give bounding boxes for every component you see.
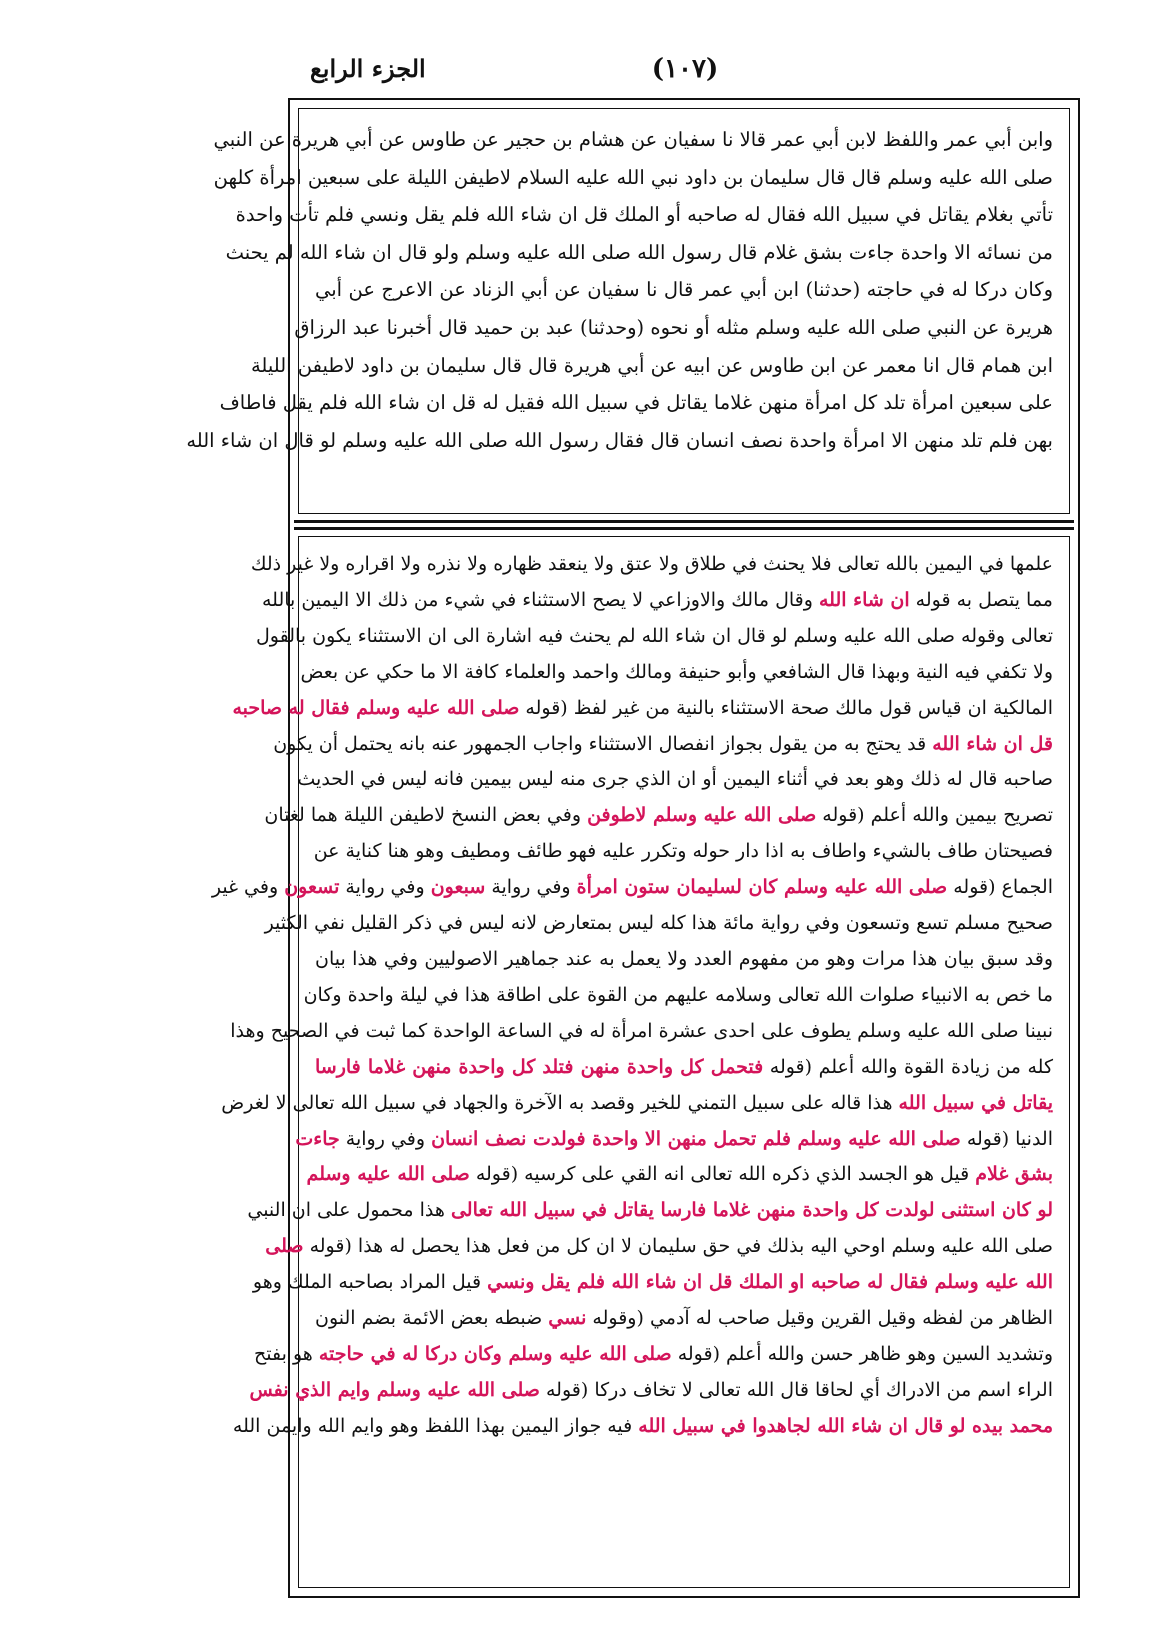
commentary-text: قد يحتج به من يقول بجواز انفصال الاستثناء واجاب الجمهور عنه بانه يحتمل أن يكون xyxy=(273,732,933,755)
commentary-text: وفي بعض النسخ لاطيفن الليلة هما لغتان xyxy=(264,804,588,827)
commentary-text-box xyxy=(211,536,1070,1588)
commentary-line xyxy=(232,691,1053,727)
quoted-text: صلى الله عليه وسلم وايم الذي نفس xyxy=(249,1378,540,1401)
hadith-line: تأتي بغلام يقاتل في سبيل الله فقال له صاحبه أو الملك قل ان شاء الله فلم يقل ونسي فلم تأت واحدة xyxy=(235,203,1053,227)
commentary-text: صاحبه قال له ذلك وهو بعد في أثناء اليمين أو ان الذي جرى منه ليس بيمين فانه ليس في الحديث xyxy=(297,768,1053,791)
commentary-line xyxy=(315,834,1053,870)
commentary-text: هو بفتح xyxy=(254,1342,319,1365)
commentary-line xyxy=(249,1373,1053,1409)
quoted-text: بشق غلام xyxy=(975,1163,1053,1186)
commentary-line xyxy=(265,1229,1053,1265)
commentary-text: وفي رواية xyxy=(485,876,577,899)
quoted-text: لو كان استثنى لولدت كل واحدة منهن غلاما فارسا يقاتل في سبيل الله تعالى xyxy=(450,1199,1053,1222)
hadith-text-box xyxy=(186,108,1070,514)
commentary-text: ما خص به الانبياء صلوات الله تعالى وسلامه عليهم من القوة على اطاقة هذا في ليلة واحدة وكان xyxy=(303,983,1053,1006)
commentary-text: مما يتصل به قوله xyxy=(909,588,1053,611)
commentary-line xyxy=(297,762,1053,798)
commentary-text: هذا محمول على ان النبي xyxy=(247,1199,451,1222)
commentary-line xyxy=(261,583,1053,619)
commentary-text: وفي غير xyxy=(211,876,285,899)
commentary-text: كله من زيادة القوة والله أعلم (قوله xyxy=(763,1055,1053,1078)
commentary-line xyxy=(252,1265,1053,1301)
commentary-text: وتشديد السين وهو ظاهر حسن والله أعلم (قوله xyxy=(671,1342,1053,1365)
hadith-line: ابن همام قال انا معمر عن ابن طاوس عن ابيه عن أبي هريرة قال قال سليمان بن داود لاطيفن الليلة xyxy=(250,353,1053,377)
commentary-text: تعالى وقوله صلى الله عليه وسلم لو قال ان شاء الله لم يحنث فيه اشارة الى ان الاستثناء يكون بالقول xyxy=(256,624,1053,647)
commentary-line xyxy=(264,906,1053,942)
commentary-text: وفي رواية xyxy=(339,876,431,899)
quoted-text: صلى الله عليه وسلم كان لسليمان ستون امرأة xyxy=(576,876,948,899)
commentary-line xyxy=(211,870,1053,906)
commentary-text: فصيحتان طاف بالشيء واطاف به اذا دار حوله وتكرر عليه فهو طائف ومطيف وهو هنا كناية عن xyxy=(313,840,1053,863)
quoted-text: محمد بيده لو قال ان شاء الله لجاهدوا في سبيل الله xyxy=(638,1414,1053,1437)
commentary-text: المالكية ان قياس قول مالك صحة الاستثناء بالنية من غير لفظ (قوله xyxy=(519,696,1053,719)
quoted-text: ان شاء الله xyxy=(818,588,910,611)
hadith-line: على سبعين امرأة تلد كل امرأة منهن غلاما يقاتل في سبيل الله فقيل له قل ان شاء الله فلم يقل فاطاف xyxy=(219,391,1053,415)
quoted-text: صلى xyxy=(265,1235,304,1258)
commentary-text: الراء اسم من الادراك أي لحاقا قال الله تعالى لا تخاف دركا (قوله xyxy=(539,1378,1053,1401)
quoted-text: صلى الله عليه وسلم وكان دركا له في حاجته xyxy=(318,1342,672,1365)
commentary-line xyxy=(221,1086,1053,1122)
commentary-text: الجماع (قوله xyxy=(947,876,1053,899)
commentary-line xyxy=(256,619,1053,655)
quoted-text: فتحمل كل واحدة منهن فتلد كل واحدة منهن غلاما فارسا xyxy=(315,1055,764,1078)
page-number: (١٠٧) xyxy=(651,54,719,84)
commentary-line xyxy=(247,1193,1053,1229)
commentary-line xyxy=(264,798,1053,834)
commentary-text: الظاهر من لفظه وقيل القرين وقيل صاحب له آدمي (وقوله xyxy=(586,1307,1053,1330)
commentary-line xyxy=(230,1014,1053,1050)
commentary-line xyxy=(306,1157,1053,1193)
hadith-line: بهن فلم تلد منهن الا امرأة واحدة نصف انسان قال فقال رسول الله صلى الله عليه وسلم لو قال ان شاء الله xyxy=(186,428,1053,452)
quoted-text: صلى الله عليه وسلم فلم تحمل منهن الا واحدة فولدت نصف انسان xyxy=(431,1127,961,1150)
commentary-text: الدنيا (قوله xyxy=(960,1127,1053,1150)
commentary-text: قيل المراد بصاحبه الملك وهو xyxy=(252,1271,488,1294)
commentary-text: وفي رواية xyxy=(339,1127,432,1150)
commentary-line xyxy=(254,1337,1053,1373)
commentary-text: صحيح مسلم تسع وتسعون وفي رواية مائة هذا كله ليس بمتعارض لانه ليس في ذكر القليل نفي الكثير xyxy=(264,912,1053,935)
commentary-text: قيل هو الجسد الذي ذكره الله تعالى انه القي على كرسيه (قوله xyxy=(469,1163,976,1186)
commentary-line xyxy=(250,547,1053,583)
commentary-line xyxy=(303,978,1053,1014)
hadith-line: هريرة عن النبي صلى الله عليه وسلم مثله أو نحوه (وحدثنا) عبد بن حميد قال أخبرنا عبد الرزاق xyxy=(294,315,1053,339)
commentary-text: ضبطه بعض الائمة بضم النون xyxy=(315,1307,549,1330)
quoted-text: قل ان شاء الله xyxy=(932,732,1053,755)
commentary-text: وقال مالك والاوزاعي لا يصح الاستثناء في شيء من ذلك الا اليمين بالله xyxy=(261,588,819,611)
commentary-text: علمها في اليمين بالله تعالى فلا يحنث في طلاق ولا عتق ولا ينعقد ظهاره ولا نذره ولا اقراره ولا غير ذلك xyxy=(250,553,1053,575)
hadith-line: من نسائه الا واحدة جاءت بشق غلام قال رسول الله صلى الله عليه وسلم ولو قال ان شاء الله لم يحنث xyxy=(225,240,1053,264)
hadith-line: وابن أبي عمر واللفظ لابن أبي عمر قالا نا سفيان عن هشام بن حجير عن طاوس عن أبي هريرة عن النبي xyxy=(213,128,1053,151)
commentary-text: تصريح بيمين والله أعلم (قوله xyxy=(816,804,1053,827)
quoted-text: صلى الله عليه وسلم لاطوفن xyxy=(587,804,817,827)
commentary-line xyxy=(315,1301,1053,1337)
quoted-text: سبعون xyxy=(430,876,486,899)
commentary-line xyxy=(315,1050,1053,1086)
hadith-line: صلى الله عليه وسلم قال قال سليمان بن داود نبي الله عليه السلام لاطيفن الليلة على سبعين امرأة كلهن xyxy=(213,165,1053,189)
quoted-text: الله عليه وسلم فقال له صاحبه او الملك قل ان شاء الله فلم يقل ونسي xyxy=(487,1271,1053,1294)
quoted-text: يقاتل في سبيل الله xyxy=(898,1091,1053,1114)
page-frame xyxy=(186,98,1080,1598)
commentary-text: وقد سبق بيان هذا مرات وهو من مفهوم العدد ولا يعمل به عند جماهير الاصوليين وفي هذا بيان xyxy=(315,947,1053,970)
quoted-text: نسي xyxy=(548,1307,587,1330)
quoted-text: صلى الله عليه وسلم فقال له صاحبه xyxy=(232,696,520,719)
commentary-line xyxy=(315,942,1053,978)
page-header xyxy=(290,50,1080,90)
hadith-line: وكان دركا له في حاجته (حدثنا) ابن أبي عمر قال نا سفيان عن أبي الزناد عن الاعرج عن أبي xyxy=(315,278,1053,302)
commentary-text: ولا تكفي فيه النية وبهذا قال الشافعي وأبو حنيفة ومالك واحمد والعلماء كافة الا ما حكي عن بعض xyxy=(300,660,1053,683)
double-rule-divider xyxy=(294,520,1074,530)
commentary-text: صلى الله عليه وسلم اوحي اليه بذلك في حق سليمان لا ان كل من فعل هذا يحصل له هذا (قوله xyxy=(303,1235,1053,1258)
commentary-text: نبينا صلى الله عليه وسلم يطوف على احدى عشرة امرأة له في الساعة الواحدة كما ثبت في الصحيح وهذا xyxy=(230,1019,1053,1042)
running-title: الجزء الرابع xyxy=(310,54,426,83)
commentary-text: فيه جواز اليمين بهذا اللفظ وهو وايم الله وايمن الله xyxy=(232,1414,639,1437)
commentary-line xyxy=(300,655,1053,691)
commentary-text: هذا قاله على سبيل التمني للخير وقصد به الآخرة والجهاد في سبيل الله تعالى لا لغرض xyxy=(221,1091,899,1114)
commentary-line xyxy=(295,1122,1053,1158)
quoted-text: تسعون xyxy=(284,876,340,899)
commentary-line xyxy=(232,1409,1053,1445)
quoted-text: صلى الله عليه وسلم xyxy=(306,1163,470,1186)
quoted-text: جاءت xyxy=(295,1127,340,1150)
commentary-line xyxy=(273,727,1053,763)
